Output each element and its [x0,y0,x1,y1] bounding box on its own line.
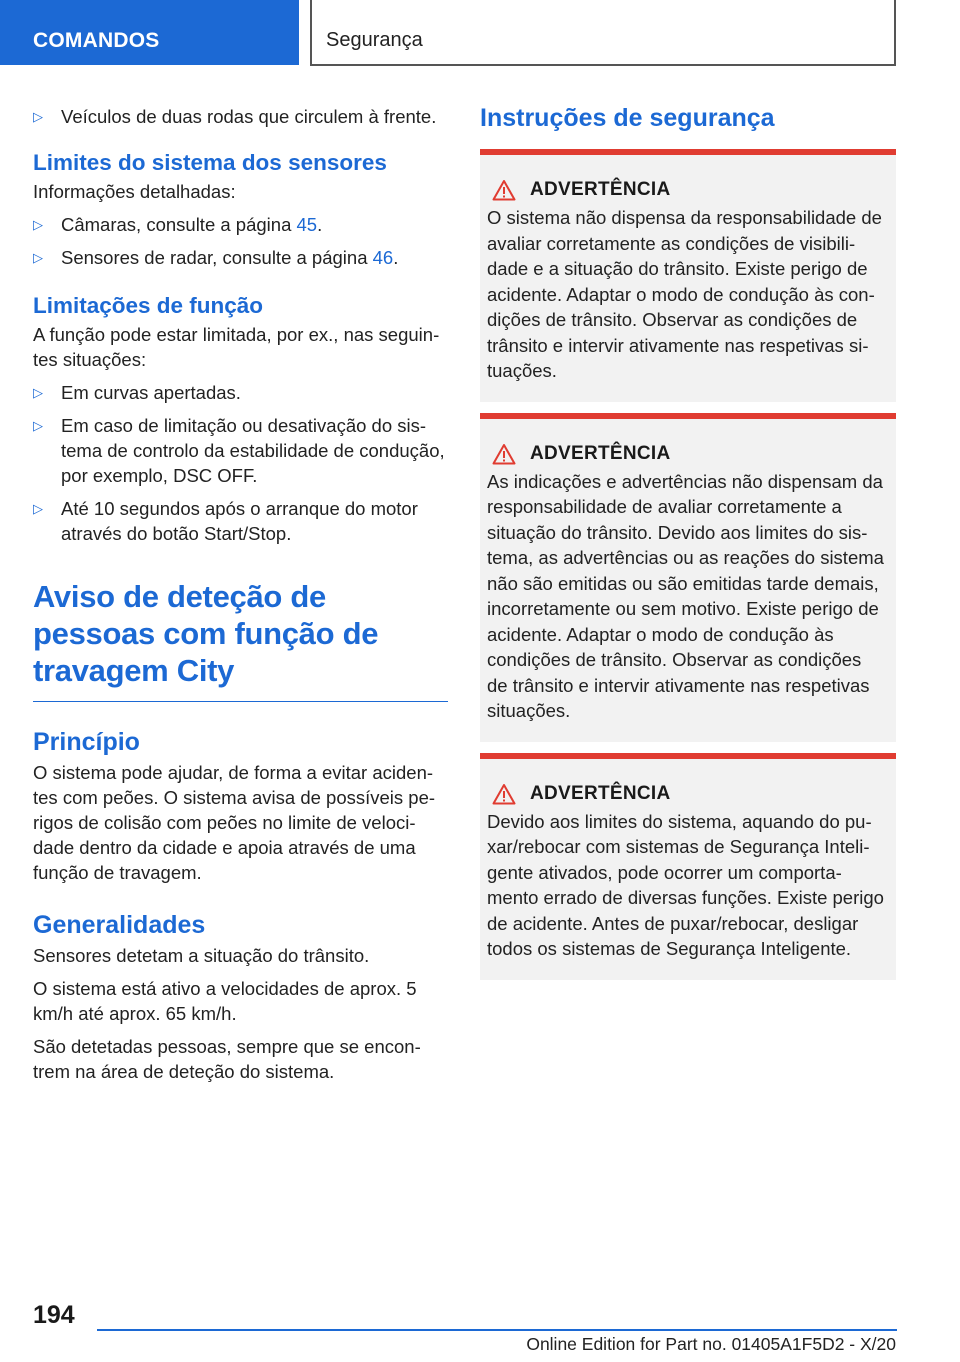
warning-header [492,783,886,805]
section-title: COMANDOS [33,29,160,52]
warning-header [492,179,886,201]
list-item: ▷ Sensores de radar, consulte a página 46. [33,247,399,268]
subsection-title: Segurança [326,29,423,51]
sensor-list [33,212,448,270]
list-item: ▷ Câmaras, consulte a página 45. [33,214,323,235]
edition-note: Online Edition for Part no. 01405A1F5D2 - X/20 [526,1334,896,1354]
bullet-icon: ▷ [33,250,43,265]
paragraph: Sensores detetam a situação do trânsito. [33,945,370,966]
function-limits-list [33,380,448,546]
warning-text: As indicações e advertências não dispensam da responsabilidade de avaliar corretamente a situação do trânsito. Devido aos limites do sistema, as advertências ou as reações do sistema não são emitidas ou são emitidas tarde demais, incorretamente ou sem motivo. Existe perigo de acidente. Adaptar o modo de condução às condições de trânsito. Observar as condições de trânsito e intervir ativamente nas respetivas situações. [487,470,884,721]
right-column [480,100,896,980]
paragraph: São detetadas pessoas, sempre que se encontrem na área de deteção do sistema. [33,1036,421,1082]
section-heading: Limitações de função [33,293,264,318]
section-heading: Generalidades [33,911,206,939]
bullet-icon: ▷ [33,109,43,124]
page-link[interactable]: 46 [372,247,394,268]
warning-text: Devido aos limites do sistema, aquando do puxar/rebocar com sistemas de Segurança Inteligente ativados, pode ocorrer um comportamento errado de diversas funções. Existe perigo de acidente. Antes de puxar/rebocar, desligar todos os sistemas de Segurança Inteligente. [487,810,884,959]
section-heading: Instruções de segurança [480,104,775,132]
list-item: ▷ Em caso de limitação ou desativação do sistema de controlo da estabilidade de condução, por exemplo, DSC OFF. [33,415,445,486]
warning-label: ADVERTÊNCIA [530,442,671,464]
list-item: ▷ Em curvas apertadas. [33,382,241,403]
bullet-icon: ▷ [33,385,43,400]
footer-divider [97,1329,897,1331]
list-item: ▷ Veículos de duas rodas que circulem à frente. [33,106,437,127]
bullet-icon: ▷ [33,501,43,516]
paragraph: O sistema pode ajudar, de forma a evitar acidentes com peões. O sistema avisa de possíveis perigos de colisão com peões no limite de velocidade dentro da cidade e apoia através de uma função de travagem. [33,762,436,883]
warning-box [480,753,896,980]
subsection-tab [310,0,896,66]
warning-box [480,149,896,402]
bullet-icon: ▷ [33,418,43,433]
list-item: ▷ Até 10 segundos após o arranque do motor através do botão Start/Stop. [33,498,418,544]
page-link[interactable]: 45 [296,214,318,235]
paragraph: O sistema está ativo a velocidades de aprox. 5 km/h até aprox. 65 km/h. [33,978,417,1024]
warning-box [480,413,896,742]
warning-triangle-icon [492,783,516,805]
bullet-icon: ▷ [33,217,43,232]
warning-triangle-icon [492,179,516,201]
section-tab[interactable] [0,0,299,65]
intro-list [33,104,448,129]
section-heading: Limites do sistema dos sensores [33,150,387,175]
chapter-title: Aviso de deteção de pessoas com função de travagem City [33,579,379,688]
warning-label: ADVERTÊNCIA [530,782,671,804]
warning-header [492,443,886,465]
warning-triangle-icon [492,443,516,465]
warning-text: O sistema não dispensa da responsabilidade de avaliar corretamente as condições de visibilidade e a situação do trânsito. Existe perigo de acidente. Adaptar o modo de condução às condições de trânsito. Observar as condições de trânsito e intervir ativamente nas respetivas situações. [487,207,882,381]
paragraph: Informações detalhadas: [33,181,236,202]
section-heading: Princípio [33,728,140,756]
warning-label: ADVERTÊNCIA [530,179,671,200]
chapter-divider [33,701,448,702]
page-number: 194 [33,1301,75,1329]
left-column [33,100,448,1084]
paragraph: A função pode estar limitada, por ex., nas seguintes situações: [33,324,440,370]
